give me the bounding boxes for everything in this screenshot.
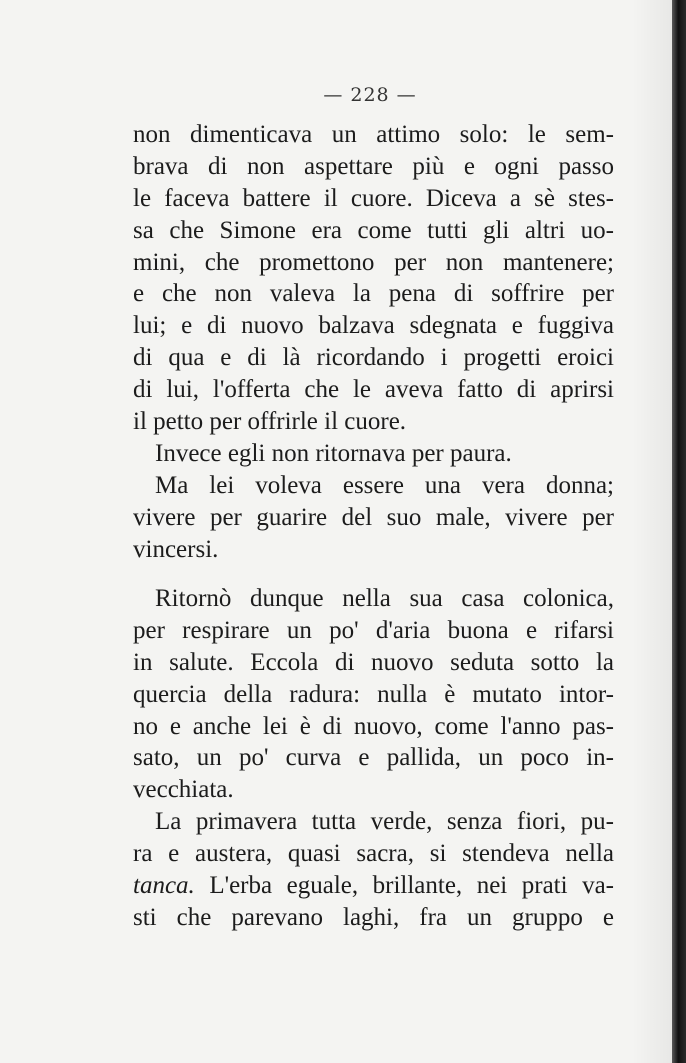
text-line: lui; e di nuovo balzava sdegnata e fuggiva [133,312,614,340]
text-line: vecchiata. [133,776,234,804]
text-line: ra e austera, quasi sacra, si stendeva nella [133,840,614,868]
text-line: quercia della radura: nulla è mutato intor- [133,680,614,708]
text-line: La primavera tutta verde, senza fiori, pu- [155,808,614,836]
text-line: sti che parevano laghi, fra un gruppo e [133,903,614,931]
text-line: no e anche lei è di nuovo, come l'anno pas- [133,712,614,740]
text-line: per respirare un po' d'aria buona e rifarsi [133,616,614,644]
text-line: Ritornò dunque nella sua casa colonica, [155,585,614,612]
text-line [133,870,614,902]
text-line: sato, un po' curva e pallida, un poco in- [133,744,614,772]
text-line: le faceva battere il cuore. Diceva a sè stes- [133,184,614,212]
text-line-rest: L'erba eguale, brillante, nei prati va- [194,872,614,900]
page-number: — 228 — [323,84,417,106]
text-line: vincersi. [133,535,219,563]
text-line: di lui, l'offerta che le aveva fatto di aprirsi [133,376,614,404]
text-line: il petto per offrirle il cuore. [133,408,407,436]
text-line: Invece egli non ritornava per paura. [155,439,512,467]
text-line: di qua e di là ricordando i progetti eroici [133,344,614,372]
text-line: non dimenticava un attimo solo: le sem- [133,121,614,148]
paragraph-block-2 [133,583,614,934]
binding-shadow [672,0,686,1063]
text-line: Ma lei voleva essere una vera donna; [155,471,614,499]
text-line: in salute. Eccola di nuovo seduta sotto la [133,648,614,676]
text-line: brava di non aspettare più e ogni passo [133,152,614,180]
text-line: mini, che promettono per non mantenere; [133,248,614,276]
text-line: e che non valeva la pena di soffrire per [133,280,614,308]
text-line: sa che Simone era come tutti gli altri uo- [133,216,614,244]
paragraph-block-1 [133,119,614,565]
italic-word: tanca. [133,872,195,900]
text-line: vivere per guarire del suo male, vivere per [133,503,614,531]
page-edge-fade [632,0,672,1063]
